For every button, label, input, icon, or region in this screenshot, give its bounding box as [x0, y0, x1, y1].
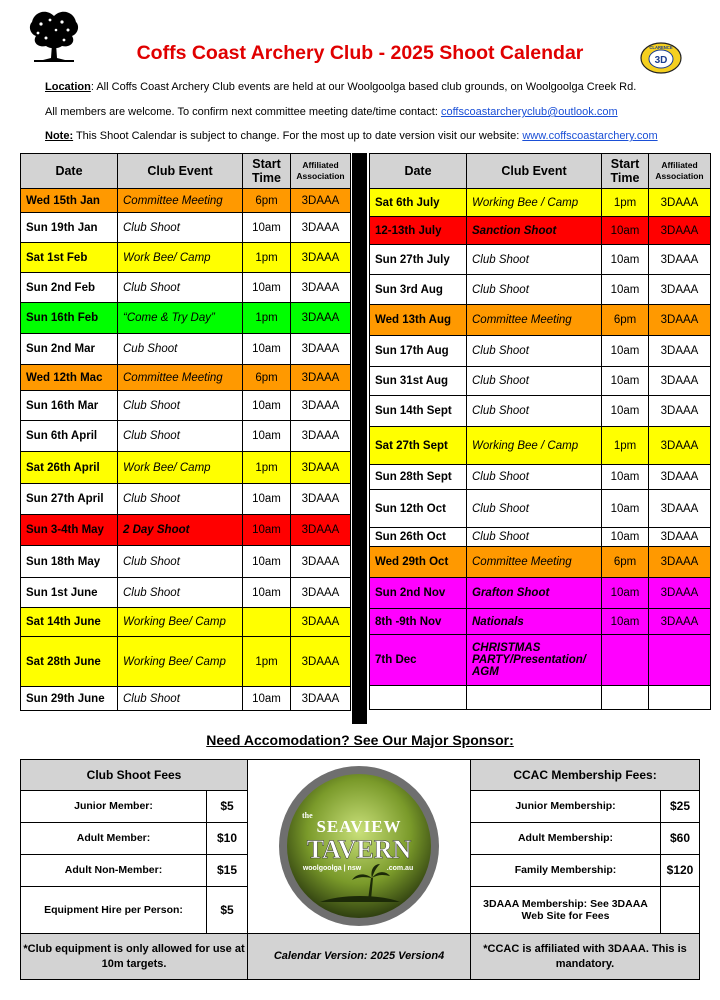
event-name: Club Shoot: [467, 528, 602, 547]
event-association: 3DAAA: [649, 528, 711, 547]
start-time-column-header: Start Time: [602, 154, 649, 189]
event-date: Sat 6th July: [370, 189, 467, 217]
event-start-time: 10am: [243, 334, 291, 365]
contact-email-link[interactable]: coffscoastarcheryclub@outlook.com: [440, 106, 618, 118]
fees-table: [20, 759, 700, 980]
event-association: 3DAAA: [291, 421, 351, 452]
event-date: Sat 28th June: [21, 637, 118, 687]
event-date: Sun 1st June: [21, 578, 118, 608]
event-date: Sun 2nd Nov: [370, 578, 467, 609]
event-name: Club Shoot: [118, 484, 243, 515]
calendar-row: [370, 305, 711, 336]
members-text: All members are welcome. To confirm next committee meeting date/time contact:: [45, 106, 441, 118]
calendar-row: [21, 303, 351, 334]
tavern-seaview-text: SEAVIEW: [315, 817, 402, 836]
event-association: 3DAAA: [291, 273, 351, 303]
event-date: 8th -9th Nov: [370, 609, 467, 635]
tavern-logo: [248, 760, 471, 934]
event-column-header: Club Event: [118, 154, 243, 189]
event-association: 3DAAA: [291, 608, 351, 637]
event-start-time: 10am: [602, 367, 649, 396]
event-date: Sun 14th Sept: [370, 396, 467, 427]
note-line: [45, 130, 658, 142]
fee-amount: $5: [207, 887, 248, 934]
calendar-row: [21, 243, 351, 273]
event-start-time: 10am: [243, 391, 291, 421]
calendar-row: [370, 367, 711, 396]
event-start-time: 10am: [602, 578, 649, 609]
event-date: Sun 12th Oct: [370, 490, 467, 528]
tavern-the-text: the: [301, 811, 313, 820]
event-name: Sanction Shoot: [467, 217, 602, 245]
calendar-row: [21, 334, 351, 365]
note-text: This Shoot Calendar is subject to change. For the most up to date version visit our website:: [73, 130, 523, 142]
affiliation-note: *CCAC is affiliated with 3DAAA. This is mandatory.: [471, 934, 700, 980]
membership-label: 3DAAA Membership: See 3DAAA Web Site for Fees: [471, 887, 661, 934]
event-start-time: 10am: [602, 245, 649, 275]
calendar-row: [21, 365, 351, 391]
event-association: 3DAAA: [649, 336, 711, 367]
event-association: 3DAAA: [291, 484, 351, 515]
event-date: Sun 16th Feb: [21, 303, 118, 334]
event-name: Club Shoot: [467, 245, 602, 275]
event-start-time: 10am: [602, 528, 649, 547]
event-start-time: 1pm: [243, 243, 291, 273]
membership-amount: $120: [661, 854, 700, 886]
event-start-time: [602, 686, 649, 710]
location-label: Location: [45, 81, 91, 93]
calendar-version: Calendar Version: 2025 Version4: [248, 934, 471, 980]
event-start-time: 10am: [602, 609, 649, 635]
sponsor-heading: Need Accomodation? See Our Major Sponsor:: [206, 732, 514, 748]
event-start-time: 10am: [243, 546, 291, 578]
page-title: Coffs Coast Archery Club - 2025 Shoot Calendar: [136, 42, 584, 64]
fee-amount: $10: [207, 822, 248, 854]
event-date: Sun 31st Aug: [370, 367, 467, 396]
membership-label: Adult Membership:: [471, 822, 661, 854]
fee-label: Junior Member:: [21, 791, 207, 822]
event-name: Work Bee/ Camp: [118, 452, 243, 484]
event-start-time: 6pm: [602, 305, 649, 336]
event-association: 3DAAA: [649, 396, 711, 427]
calendar-row: [21, 546, 351, 578]
event-association: 3DAAA: [291, 515, 351, 546]
event-association: 3DAAA: [291, 303, 351, 334]
calendar-row: [370, 336, 711, 367]
event-association: 3DAAA: [649, 305, 711, 336]
event-name: CHRISTMAS PARTY/Presentation/ AGM: [467, 635, 602, 686]
event-date: Sun 29th June: [21, 687, 118, 711]
membership-amount: [661, 887, 700, 934]
event-name: Committee Meeting: [118, 365, 243, 391]
event-start-time: 10am: [602, 217, 649, 245]
calendar-row: [370, 245, 711, 275]
calendar-row: [370, 578, 711, 609]
event-start-time: 10am: [602, 465, 649, 490]
event-association: [649, 635, 711, 686]
badge-3d-text: 3D: [654, 55, 668, 66]
event-association: 3DAAA: [649, 367, 711, 396]
event-name: Working Bee / Camp: [467, 427, 602, 465]
calendar-body-right: [370, 189, 711, 710]
event-name: Nationals: [467, 609, 602, 635]
date-column-header: Date: [370, 154, 467, 189]
event-start-time: 1pm: [243, 637, 291, 687]
members-line: [45, 106, 618, 118]
date-column-header: Date: [21, 154, 118, 189]
event-date: Sun 3-4th May: [21, 515, 118, 546]
event-start-time: 6pm: [243, 365, 291, 391]
event-association: 3DAAA: [291, 452, 351, 484]
event-date: Sun 17th Aug: [370, 336, 467, 367]
event-start-time: 10am: [243, 213, 291, 243]
event-date: Sun 27th April: [21, 484, 118, 515]
tavern-location-text: woolgoolga | nsw: [302, 865, 361, 872]
seaview-tavern-logo-icon: [250, 760, 469, 930]
event-name: Club Shoot: [467, 490, 602, 528]
event-name: Work Bee/ Camp: [118, 243, 243, 273]
calendar-row: [21, 484, 351, 515]
event-name: Committee Meeting: [118, 189, 243, 213]
event-start-time: 1pm: [243, 303, 291, 334]
event-name: Club Shoot: [118, 578, 243, 608]
calendar-table-right: [369, 153, 711, 710]
event-association: 3DAAA: [291, 578, 351, 608]
event-start-time: [602, 635, 649, 686]
location-line: [45, 81, 636, 93]
calendar-row: [21, 515, 351, 546]
event-name: Club Shoot: [467, 465, 602, 490]
event-association: 3DAAA: [291, 243, 351, 273]
event-date: Sun 16th Mar: [21, 391, 118, 421]
calendar-row: [370, 528, 711, 547]
event-name: Club Shoot: [118, 391, 243, 421]
event-name: Club Shoot: [118, 273, 243, 303]
event-date: Sun 19th Jan: [21, 213, 118, 243]
event-association: 3DAAA: [649, 275, 711, 305]
tavern-name-text: TAVERN: [306, 835, 411, 864]
event-association: 3DAAA: [649, 245, 711, 275]
event-association: 3DAAA: [649, 427, 711, 465]
event-start-time: 10am: [243, 578, 291, 608]
fee-amount: $5: [207, 791, 248, 822]
start-time-column-header: Start Time: [243, 154, 291, 189]
calendar-row: [21, 687, 351, 711]
calendar-row: [370, 547, 711, 578]
event-association: 3DAAA: [649, 189, 711, 217]
calendar-row: [370, 635, 711, 686]
event-start-time: 10am: [602, 336, 649, 367]
event-name: “Come & Try Day”: [118, 303, 243, 334]
event-start-time: 1pm: [602, 189, 649, 217]
event-date: Wed 12th Mac: [21, 365, 118, 391]
event-name: Club Shoot: [118, 421, 243, 452]
event-date: Sun 2nd Feb: [21, 273, 118, 303]
event-date: Sun 18th May: [21, 546, 118, 578]
calendar-row: [21, 452, 351, 484]
event-association: 3DAAA: [291, 365, 351, 391]
event-association: 3DAAA: [291, 546, 351, 578]
event-association: 3DAAA: [649, 578, 711, 609]
calendar-row: [21, 421, 351, 452]
event-association: 3DAAA: [649, 465, 711, 490]
event-name: [467, 686, 602, 710]
event-date: Sat 1st Feb: [21, 243, 118, 273]
calendar-row: [370, 427, 711, 465]
club-fees-title: Club Shoot Fees: [21, 760, 248, 791]
membership-label: Family Membership:: [471, 854, 661, 886]
event-name: Committee Meeting: [467, 305, 602, 336]
event-date: Wed 15th Jan: [21, 189, 118, 213]
calendar-table-left: [20, 153, 351, 711]
event-association: 3DAAA: [291, 189, 351, 213]
event-start-time: 1pm: [602, 427, 649, 465]
calendar-body-left: [21, 189, 351, 711]
calendar-row: [21, 391, 351, 421]
fee-amount: $15: [207, 854, 248, 886]
event-association: 3DAAA: [291, 213, 351, 243]
membership-amount: $60: [661, 822, 700, 854]
event-name: Club Shoot: [467, 336, 602, 367]
calendar-row: [21, 578, 351, 608]
fees-footer-row: [21, 934, 700, 980]
event-association: 3DAAA: [649, 547, 711, 578]
event-name: Working Bee/ Camp: [118, 608, 243, 637]
event-association: [649, 686, 711, 710]
affiliated-column-header: Affiliated Association: [291, 154, 351, 189]
calendar-row: [370, 609, 711, 635]
event-name: Working Bee / Camp: [467, 189, 602, 217]
event-start-time: 10am: [243, 484, 291, 515]
membership-label: Junior Membership:: [471, 791, 661, 822]
table-header-row: [21, 154, 351, 189]
column-divider: [352, 153, 367, 724]
calendar-row: [370, 189, 711, 217]
calendar-row: [370, 275, 711, 305]
event-date: Sat 14th June: [21, 608, 118, 637]
event-date: Wed 13th Aug: [370, 305, 467, 336]
event-association: 3DAAA: [649, 609, 711, 635]
event-name: Club Shoot: [118, 213, 243, 243]
event-association: 3DAAA: [291, 687, 351, 711]
event-start-time: 10am: [243, 515, 291, 546]
event-name: Grafton Shoot: [467, 578, 602, 609]
calendar-row: [370, 490, 711, 528]
fee-label: Adult Non-Member:: [21, 854, 207, 886]
website-link[interactable]: www.coffscoastarchery.com: [522, 130, 658, 142]
event-name: Club Shoot: [118, 687, 243, 711]
event-association: 3DAAA: [649, 217, 711, 245]
calendar-row: [370, 396, 711, 427]
event-start-time: 10am: [243, 421, 291, 452]
event-date: Sat 26th April: [21, 452, 118, 484]
event-name: Committee Meeting: [467, 547, 602, 578]
event-date: Sun 6th April: [21, 421, 118, 452]
event-association: 3DAAA: [291, 637, 351, 687]
event-column-header: Club Event: [467, 154, 602, 189]
calendar-row: [370, 217, 711, 245]
event-date: 12-13th July: [370, 217, 467, 245]
calendar-row: [21, 637, 351, 687]
membership-fees-title: CCAC Membership Fees:: [471, 760, 700, 791]
event-date: Sun 27th July: [370, 245, 467, 275]
event-start-time: 1pm: [243, 452, 291, 484]
event-start-time: 10am: [602, 396, 649, 427]
event-name: Working Bee/ Camp: [118, 637, 243, 687]
equipment-note: *Club equipment is only allowed for use at 10m targets.: [21, 934, 248, 980]
event-association: 3DAAA: [649, 490, 711, 528]
event-start-time: 10am: [602, 490, 649, 528]
event-name: Club Shoot: [467, 396, 602, 427]
event-association: 3DAAA: [291, 334, 351, 365]
affiliated-column-header: Affiliated Association: [649, 154, 711, 189]
event-date: 7th Dec: [370, 635, 467, 686]
event-name: 2 Day Shoot: [118, 515, 243, 546]
membership-amount: $25: [661, 791, 700, 822]
fee-label: Equipment Hire per Person:: [21, 887, 207, 934]
event-name: Cub Shoot: [118, 334, 243, 365]
calendar-row: [21, 213, 351, 243]
calendar-row: [370, 686, 711, 710]
calendar-row: [21, 608, 351, 637]
event-date: Sat 27th Sept: [370, 427, 467, 465]
calendar-row: [21, 273, 351, 303]
fee-label: Adult Member:: [21, 822, 207, 854]
table-header-row: [370, 154, 711, 189]
tavern-domain-text: .com.au: [386, 865, 413, 872]
event-date: Sun 26th Oct: [370, 528, 467, 547]
calendar-row: [21, 189, 351, 213]
event-start-time: 10am: [243, 273, 291, 303]
event-name: Club Shoot: [467, 275, 602, 305]
event-start-time: 10am: [243, 687, 291, 711]
calendar-row: [370, 465, 711, 490]
badge-top-text: CLARENCE: [649, 45, 673, 50]
note-label: Note:: [45, 130, 74, 142]
location-text: : All Coffs Coast Archery Club events are held at our Woolgoolga based club grounds, on Woolgoolga Creek Rd.: [90, 81, 637, 93]
event-start-time: 6pm: [602, 547, 649, 578]
event-date: Sun 3rd Aug: [370, 275, 467, 305]
event-name: Club Shoot: [467, 367, 602, 396]
event-date: Sun 28th Sept: [370, 465, 467, 490]
event-date: Sun 2nd Mar: [21, 334, 118, 365]
event-association: 3DAAA: [291, 391, 351, 421]
event-start-time: 6pm: [243, 189, 291, 213]
event-name: Club Shoot: [118, 546, 243, 578]
event-start-time: 10am: [602, 275, 649, 305]
event-date: Wed 29th Oct: [370, 547, 467, 578]
event-start-time: [243, 608, 291, 637]
event-date: [370, 686, 467, 710]
